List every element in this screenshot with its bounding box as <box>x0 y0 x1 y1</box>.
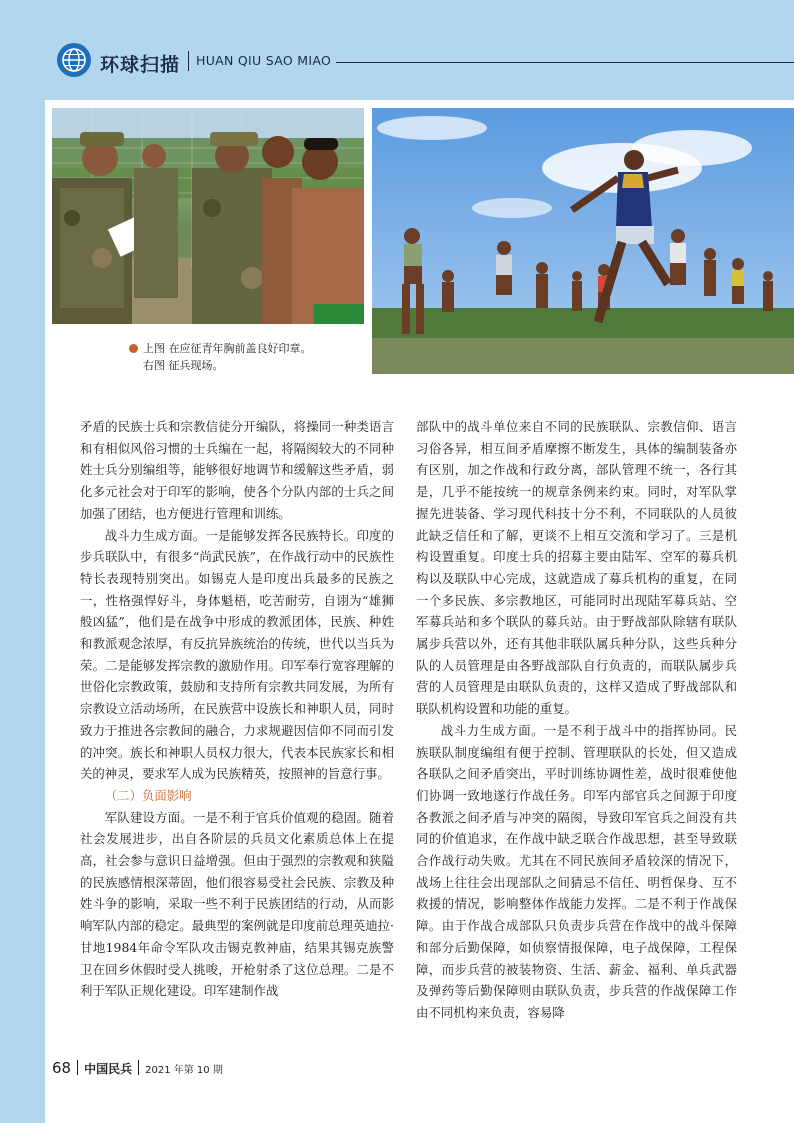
subheading: （二）负面影响 <box>104 787 192 803</box>
caption-line-2: 右图 征兵现场。 <box>143 359 224 372</box>
section-title-pinyin: HUAN QIU SAO MIAO <box>196 53 332 68</box>
photo-stamping-recruit <box>52 108 364 324</box>
page-number: 68 <box>52 1059 72 1077</box>
header-rule <box>336 62 794 63</box>
photo-recruitment-run <box>372 108 794 374</box>
text-column-right <box>416 416 737 1024</box>
globe-icon <box>56 42 92 78</box>
paragraph: 战斗力生成方面。一是能够发挥各民族特长。印度的步兵联队中，有很多“尚武民族”，在作战行动中的民族性特长表现特别突出。如锡克人是印度出兵最多的民族之一，性格强悍好斗，身体魁梧，吃苦耐劳，自诩为“雄狮般凶猛”，他们是在战争中形成的教派团体，民族、种姓和教派观念浓厚，有反抗异族统治的传统，世代以当兵为荣。二是能够发挥宗教的激励作用。印军奉行宽容理解的世俗化宗教政策，鼓励和支持所有宗教共同发展，为所有宗教设立活动场所，在民族营中设族长和神职人员，同时致力于推进各宗教间的融合，力求规避因信仰不同而引发的冲突。族长和神职人员权力很大，代表本民族家长和相关的神灵，要求军人成为民族精英，按照神的旨意行事。 <box>80 527 394 782</box>
paragraph: 矛盾的民族士兵和宗教信徒分开编队，将操同一种类语言和有相似风俗习惯的士兵编在一起，将隔阂较大的不同种姓士兵分别编组等，能够很好地调节和缓解这些矛盾，弱化多元社会对于印军的影响，使各个分队内部的士兵之间加强了团结，也方便进行管理和训练。 <box>80 419 394 521</box>
photo-stamping-recruit-illustration <box>52 108 364 324</box>
header-divider <box>188 51 189 71</box>
paragraph: 战斗力生成方面。一是不利于战斗中的指挥协同。民族联队制度编组有便于控制、管理联队的长处，但又造成各联队之间矛盾突出，平时训练协调性差，战时很难使他们协调一致地遂行作战任务。印军内部官兵之间源于印度各教派之间矛盾与冲突的隔阂，导致印军官兵之间没有共同的价值追求，在作战中缺乏联合作战思想，甚至导致联合作战行动失败。尤其在不同民族间矛盾较深的情况下，战场上往往会出现部队之间猜忌不信任、明哲保身、互不救援的情况，影响整体作战能力发挥。二是不利于作战保障。由于作战合成部队只负责步兵营在作战中的战斗保障和部分后勤保障，如侦察情报保障，电子战保障，工程保障，而步兵营的被装物资、生活、薪金、福利、单兵武器及弹药等后勤保障则由联队负责，步兵营的作战保障工作由不同机构来负责，容易降 <box>416 722 737 1020</box>
paragraph: 军队建设方面。一是不利于官兵价值观的稳固。随着社会发展进步，出自各阶层的兵员文化素质总体上在提高，社会参与意识日益增强。但由于强烈的宗教观和狭隘的民族感情根深蒂固，他们很容易受社会民族、宗教及种姓斗争的影响，采取一些不利于民族团结的行动，从而影响军队内部的稳定。最典型的案例就是印度前总理英迪拉·甘地1984年命令军队攻击锡克教神庙，结果其锡克族警卫在回乡休假时受人挑唆，开枪射杀了这位总理。二是不利于军队正规化建设。印军建制作战 <box>80 809 394 999</box>
magazine-name: 中国民兵 <box>84 1062 133 1076</box>
footer-divider <box>77 1060 78 1075</box>
section-title: 环球扫描 <box>100 54 181 76</box>
section-header <box>52 42 794 82</box>
photo-recruitment-run-illustration <box>372 108 794 374</box>
issue-label: 2021 年第 10 期 <box>145 1065 223 1076</box>
page-footer <box>52 1058 223 1077</box>
caption-bullet <box>129 344 138 353</box>
photo-caption <box>129 340 364 374</box>
paragraph: 部队中的战斗单位来自不同的民族联队、宗教信仰、语言习俗各异，相互间矛盾摩擦不断发生，具体的编制装备亦有区别，加之作战和行政分离，部队管理不统一，各行其是，几乎不能按统一的规章条例来约束。同时，对军队掌握先进装备、学习现代科技十分不利，不同联队的人员彼此缺乏信任和了解，更谈不上相互交流和学习了。三是机构设置重复。印度士兵的招募主要由陆军、空军的募兵机构以及联队中心完成，这就造成了募兵机构的重复，在同一个多民族、多宗教地区，可能同时出现陆军募兵站、空军募兵站和多个联队的募兵站。由于野战部队除辖有联队属步兵营以外，还有其他非联队属兵种分队，这些兵种分队的人员管理是由各野战部队自行负责的，而联队属步兵营的人员管理是由联队负责的，这样又造成了野战部队和联队机构设置和功能的重复。 <box>416 419 737 717</box>
caption-line-1: 上图 在应征青年胸前盖良好印章。 <box>143 342 312 355</box>
footer-divider <box>138 1060 139 1075</box>
left-color-band <box>0 100 45 1123</box>
text-column-left <box>80 416 394 1002</box>
